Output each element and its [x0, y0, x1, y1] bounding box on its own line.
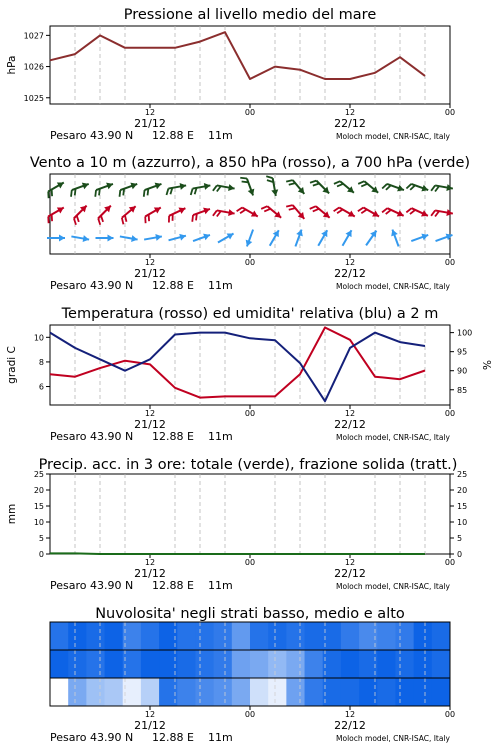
barb-feather	[191, 189, 193, 195]
barb-feather	[217, 211, 221, 216]
cloud-cell	[86, 650, 105, 678]
cloud-cell	[50, 678, 69, 706]
x-tick-label: 12	[344, 558, 356, 567]
barb-feather	[123, 189, 124, 196]
wind-barb	[218, 233, 234, 242]
cloud-cell	[305, 678, 324, 706]
wind-barb	[95, 183, 113, 197]
temperature-footer	[50, 409, 455, 443]
barb-feather	[361, 184, 367, 187]
cloud-cell	[214, 650, 233, 678]
wind-barb	[145, 207, 161, 223]
barb-feather	[382, 184, 387, 189]
y-tick-label-right: 25	[457, 470, 468, 479]
day-label: 22/12	[334, 117, 366, 130]
model-credit: Moloch model, CNR-ISAC, Italy	[336, 433, 450, 442]
barb-feather	[337, 210, 343, 214]
wind-barb	[406, 184, 428, 191]
y-tick-label: 5	[38, 534, 44, 543]
wind-barb	[166, 183, 186, 195]
precipitation-plot	[34, 470, 467, 559]
day-label: 22/12	[334, 719, 366, 732]
day-label: 21/12	[134, 418, 166, 431]
wind-barb	[382, 208, 404, 216]
barb-feather	[431, 210, 435, 215]
wind-barb	[286, 180, 304, 194]
day-label: 22/12	[334, 567, 366, 580]
cloud-cell	[68, 678, 87, 706]
x-tick-label: 12	[344, 108, 356, 117]
x-tick-label: 12	[144, 409, 156, 418]
wind-barb	[169, 208, 185, 223]
barb-feather	[266, 176, 272, 178]
x-tick-label: 12	[344, 710, 356, 719]
y-tick-label-right: 95	[457, 347, 468, 357]
cloud-cell	[323, 650, 342, 678]
barb-feather	[261, 206, 267, 209]
cloud-cell	[305, 622, 324, 650]
barb-feather	[148, 189, 149, 196]
cloud-cell	[432, 678, 451, 706]
barb-feather	[310, 206, 316, 209]
cloud-cell	[232, 622, 251, 650]
cloud-cell	[50, 650, 69, 678]
cloud-cell	[250, 622, 269, 650]
barb-feather	[192, 215, 193, 222]
cloud-cell	[414, 650, 433, 678]
barb-feather	[313, 183, 319, 185]
barb-feather	[358, 208, 364, 212]
barb-feather	[337, 184, 343, 187]
elevation: 11m	[208, 731, 233, 744]
y-tick-label: 10	[33, 333, 44, 343]
longitude: 12.88 E	[152, 731, 194, 744]
wind-barb	[391, 230, 398, 247]
pressure-line	[50, 32, 425, 79]
barb-feather	[77, 216, 79, 222]
wind-barb	[240, 178, 254, 196]
x-tick-label: 12	[144, 258, 156, 267]
cloud-cell	[323, 622, 342, 650]
barb-feather	[334, 208, 340, 212]
barb-feather	[217, 186, 221, 191]
cloud-cell	[141, 622, 160, 650]
y-tick-label-right: 10	[457, 518, 468, 527]
y-tick-label-right: 5	[457, 534, 463, 543]
precipitation-title: Precip. acc. in 3 ore: totale (verde), frazione solida (tratt.)	[38, 457, 458, 473]
barb-feather	[240, 210, 246, 214]
cloud-cell	[177, 622, 196, 650]
plot-frame	[50, 26, 450, 104]
cloud-plot	[50, 622, 451, 710]
wind-barb	[74, 206, 87, 225]
wind-barb	[310, 206, 330, 218]
cloud-cell	[141, 650, 160, 678]
model-credit: Moloch model, CNR-ISAC, Italy	[336, 582, 450, 591]
wind-barb	[310, 181, 329, 194]
x-tick-label: 00	[444, 710, 456, 719]
wind-barb	[358, 208, 379, 217]
wind-barb	[270, 230, 279, 246]
wind-barb	[246, 230, 253, 247]
wind-barb	[334, 181, 354, 193]
plot-frame	[50, 474, 450, 554]
barb-feather	[435, 211, 439, 216]
wind-barb	[144, 234, 162, 241]
longitude: 12.88 E	[152, 430, 194, 443]
barb-feather	[410, 185, 415, 190]
barb-arrowhead	[59, 235, 65, 242]
barb-feather	[120, 190, 121, 197]
x-tick-label: 12	[344, 258, 356, 267]
x-tick-label: 00	[244, 409, 256, 418]
pressure-title: Pressione al livello medio del mare	[123, 7, 377, 23]
cloud-cell	[395, 678, 414, 706]
location-name: Pesaro	[50, 279, 87, 292]
cloud-cell	[177, 678, 196, 706]
cloud-cell	[268, 678, 287, 706]
wind-barb	[411, 234, 428, 241]
barb-feather	[122, 218, 124, 225]
barb-feather	[237, 208, 243, 212]
x-tick-label: 12	[144, 558, 156, 567]
cloud-cell	[68, 622, 87, 650]
wind-barb	[343, 230, 352, 246]
wind-barb	[295, 230, 302, 247]
day-label: 21/12	[134, 117, 166, 130]
wind-barb	[169, 234, 186, 241]
y-tick-label-right: 100	[457, 328, 473, 338]
day-label: 21/12	[134, 567, 166, 580]
cloud-cell	[105, 650, 124, 678]
cloud-cell	[377, 650, 396, 678]
latitude: 43.90 N	[90, 129, 134, 142]
barb-feather	[213, 185, 217, 190]
barb-feather	[74, 218, 76, 224]
barb-feather	[125, 215, 127, 222]
y-tick-label-right: 90	[457, 366, 468, 376]
wind-barb	[48, 182, 64, 198]
day-label: 22/12	[334, 267, 366, 280]
elevation: 11m	[208, 279, 233, 292]
barb-arrowhead	[108, 235, 114, 242]
cloud-cell	[432, 650, 451, 678]
barb-feather	[95, 190, 96, 197]
pressure-ylabel: hPa	[6, 55, 18, 75]
x-tick-label: 00	[244, 258, 256, 267]
temperature-title: Temperatura (rosso) ed umidita' relativa (blu) a 2 m	[61, 306, 439, 322]
temperature-plot	[34, 325, 472, 409]
location-name: Pesaro	[50, 579, 87, 592]
latitude: 43.90 N	[90, 579, 134, 592]
elevation: 11m	[208, 579, 233, 592]
wind-barb	[48, 207, 64, 223]
cloud-cell	[323, 678, 342, 706]
cloud-cell	[68, 650, 87, 678]
wind-title: Vento a 10 m (azzurro), a 850 hPa (rosso), a 700 hPa (verde)	[29, 155, 471, 171]
y-tick-label: 8	[38, 357, 44, 367]
y-tick-label: 0	[38, 550, 44, 559]
wind-barb	[261, 206, 281, 218]
wind-footer	[50, 258, 455, 292]
y-tick-label-right: 85	[457, 385, 468, 395]
barb-feather	[382, 208, 387, 212]
cloud-cell	[250, 650, 269, 678]
model-credit: Moloch model, CNR-ISAC, Italy	[336, 132, 450, 141]
cloud-cell	[123, 622, 142, 650]
cloud-cell	[341, 678, 360, 706]
y-tick-label-right: 0	[457, 550, 463, 559]
barb-feather	[289, 208, 296, 210]
x-tick-label: 12	[144, 108, 156, 117]
wind-barb	[98, 206, 111, 225]
wind-barb	[237, 208, 258, 217]
barb-feather	[286, 180, 293, 182]
x-tick-label: 00	[444, 558, 456, 567]
cloud-panel	[50, 606, 455, 744]
longitude: 12.88 E	[152, 279, 194, 292]
cloud-cell	[50, 622, 69, 650]
cloud-cell	[341, 650, 360, 678]
wind-barb	[71, 183, 89, 197]
elevation: 11m	[208, 129, 233, 142]
wind-barb	[382, 184, 404, 191]
barb-feather	[361, 210, 367, 214]
barb-feather	[75, 189, 76, 196]
cloud-cell	[232, 678, 251, 706]
barb-feather	[410, 210, 415, 214]
barb-feather	[358, 181, 364, 184]
x-tick-label: 00	[444, 258, 456, 267]
cloud-cell	[268, 650, 287, 678]
cloud-cell	[105, 678, 124, 706]
barb-feather	[431, 185, 435, 190]
y-tick-label: 20	[33, 486, 44, 495]
cloud-cell	[86, 622, 105, 650]
wind-barb	[120, 235, 138, 242]
y-tick-label: 6	[38, 382, 44, 392]
barb-feather	[213, 210, 217, 215]
barb-arrowhead	[179, 234, 186, 241]
barb-feather	[196, 214, 197, 221]
barb-feather	[166, 189, 168, 195]
x-tick-label: 00	[244, 108, 256, 117]
x-tick-label: 00	[244, 558, 256, 567]
wind-barb	[318, 230, 327, 246]
wind-barb	[144, 183, 162, 197]
model-credit: Moloch model, CNR-ISAC, Italy	[336, 734, 450, 743]
wind-plot	[47, 174, 453, 258]
day-label: 21/12	[134, 267, 166, 280]
wind-barb	[193, 234, 210, 241]
precipitation-footer	[50, 558, 455, 592]
barb-feather	[101, 216, 103, 222]
barb-feather	[71, 190, 72, 197]
elevation: 11m	[208, 430, 233, 443]
latitude: 43.90 N	[90, 430, 134, 443]
barb-feather	[313, 209, 319, 212]
y-tick-label: 1026	[23, 62, 44, 72]
barb-feather	[435, 186, 439, 191]
barb-feather	[286, 205, 293, 207]
barb-feather	[334, 181, 340, 184]
location-name: Pesaro	[50, 129, 87, 142]
y-tick-label-right: 15	[457, 502, 468, 511]
x-tick-label: 12	[144, 710, 156, 719]
y-tick-label: 15	[33, 502, 44, 511]
precipitation-line	[50, 553, 425, 554]
wind-barb	[286, 205, 304, 219]
cloud-cell	[141, 678, 160, 706]
precipitation-panel	[6, 457, 467, 592]
wind-barb	[192, 208, 210, 222]
cloud-cell	[177, 650, 196, 678]
x-tick-label: 00	[444, 108, 456, 117]
longitude: 12.88 E	[152, 579, 194, 592]
barb-feather	[406, 208, 411, 212]
cloud-cell	[123, 650, 142, 678]
x-tick-label: 00	[444, 409, 456, 418]
longitude: 12.88 E	[152, 129, 194, 142]
cloud-cell	[341, 622, 360, 650]
cloud-cell	[377, 678, 396, 706]
cloud-cell	[286, 678, 305, 706]
location-name: Pesaro	[50, 430, 87, 443]
cloud-cell	[286, 622, 305, 650]
barb-feather	[386, 210, 391, 214]
cloud-cell	[305, 650, 324, 678]
cloud-cell	[195, 622, 214, 650]
cloud-cell	[414, 622, 433, 650]
cloud-cell	[268, 622, 287, 650]
pressure-plot	[24, 26, 450, 108]
latitude: 43.90 N	[90, 279, 134, 292]
barb-feather	[99, 189, 100, 196]
barb-feather	[386, 185, 391, 190]
barb-feather	[242, 182, 249, 183]
cloud-cell	[250, 678, 269, 706]
x-tick-label: 00	[244, 710, 256, 719]
wind-barb	[96, 235, 114, 242]
y-tick-label: 25	[33, 470, 44, 479]
cloud-cell	[123, 678, 142, 706]
location-name: Pesaro	[50, 731, 87, 744]
barb-feather	[289, 183, 296, 185]
y-tick-label: 1027	[23, 31, 44, 41]
precipitation-ylabel: mm	[6, 503, 18, 525]
wind-barb	[191, 183, 211, 195]
cloud-cell	[195, 650, 214, 678]
cloud-cell	[86, 678, 105, 706]
barb-feather	[406, 184, 411, 189]
wind-barb	[213, 209, 235, 216]
wind-panel	[30, 155, 470, 292]
humidity-ylabel: %	[482, 360, 494, 370]
cloud-title: Nuvolosita' negli strati basso, medio e alto	[95, 606, 405, 622]
day-label: 21/12	[134, 719, 166, 732]
barb-feather	[264, 209, 270, 212]
pressure-panel	[6, 7, 455, 142]
model-credit: Moloch model, CNR-ISAC, Italy	[336, 282, 450, 291]
cloud-cell	[414, 678, 433, 706]
barb-feather	[240, 178, 247, 179]
cloud-cell	[214, 622, 233, 650]
cloud-cell	[377, 622, 396, 650]
temperature-ylabel: gradi C	[6, 346, 18, 384]
wind-barb	[213, 184, 235, 191]
barb-feather	[310, 181, 316, 183]
wind-barb	[334, 208, 355, 217]
cloud-footer	[50, 710, 455, 744]
y-tick-label-right: 20	[457, 486, 468, 495]
latitude: 43.90 N	[90, 731, 134, 744]
wind-barb	[71, 235, 89, 242]
cloud-cell	[432, 622, 451, 650]
cloud-cell	[105, 622, 124, 650]
barb-feather	[144, 190, 145, 197]
cloud-cell	[286, 650, 305, 678]
wind-barb	[122, 206, 136, 224]
wind-barb	[120, 183, 138, 197]
y-tick-label: 1025	[23, 93, 44, 103]
cloud-cell	[395, 622, 414, 650]
wind-barb	[266, 176, 278, 196]
x-tick-label: 12	[344, 409, 356, 418]
temperature-panel	[6, 306, 494, 443]
cloud-cell	[214, 678, 233, 706]
cloud-cell	[195, 678, 214, 706]
pressure-footer	[50, 108, 455, 142]
y-tick-label: 10	[33, 518, 44, 527]
day-label: 22/12	[334, 418, 366, 431]
cloud-cell	[232, 650, 251, 678]
cloud-cell	[395, 650, 414, 678]
